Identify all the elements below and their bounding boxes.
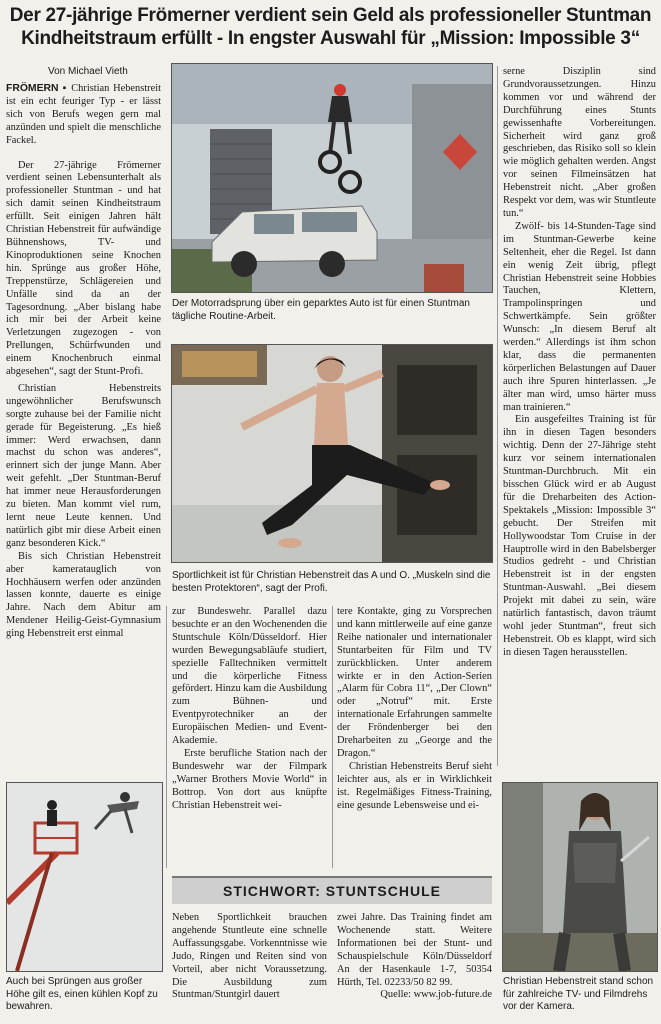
byline: Von Michael Vieth — [48, 66, 128, 77]
column-divider — [332, 606, 333, 868]
photo-costume-portrait — [502, 782, 658, 972]
stichwort-title: STICHWORT: STUNTSCHULE — [223, 883, 441, 899]
dateline: FRÖMERN ▪ — [6, 83, 68, 94]
article-column-1 — [6, 83, 161, 775]
paragraph: Christian Hebenstreits Beruf sieht leichter aus, als er in Wirklichkeit ist. Regelmäßiges Fitness-Training, eine gesunde Lebensweise und ei- — [337, 760, 492, 811]
column-divider — [497, 66, 498, 766]
caption-photo-4: Christian Hebenstreit stand schon für zahlreiche TV- und Filmdrehs vor der Kamera. — [503, 976, 654, 1012]
headline-line-1: Der 27-jährige Frömerner verdient sein Geld als professioneller Stuntman — [9, 5, 652, 26]
article-column-4 — [503, 66, 656, 770]
paragraph: tere Kontakte, ging zu Vorsprechen und kann mittlerweile auf eine ganze Reihe nationaler und internationaler Stuntarbeiten für Film und TV zurückblicken. Unter anderem wirkte er in den Action-Serien „Alarm für Cobra 11“, „Der Clown“ oder „Notruf“ mit. Erste internationale Erfahrungen sammelte der Fröndenberger bei den Dreharbeiten zu „George and the Dragon.“ — [337, 606, 492, 759]
column-divider — [166, 606, 167, 868]
lead-paragraph: FRÖMERN ▪ Christian Hebenstreit ist ein echt feuriger Typ - er lässt sich von Berufs wegen gern mal anzünden und spielt die menschliche Fackel. — [6, 83, 161, 146]
photo-motorcycle-jump — [171, 63, 493, 293]
article-column-3 — [337, 606, 492, 868]
paragraph: Ein ausgefeiltes Training ist für ihn in diesen Tagen besonders wichtig. Denn der 27-Jährige steht kurz vor seinem internationalen Stuntman-Durchbruch. Mit ein bisschen Glück wird er ab August für die Dreharbeiten des Action-Spektakels „Mission: Impossible 3“ gebucht. Der Streifen mit Hollywoodstar Tom Cruise in der Hauptrolle wird in den Babelsberger Studios gedreht - und Christian Hebenstreit ist in der engsten Stuntman-Auswahl. „Bei diesem Projekt mit dabei zu sein, wäre natürlich fantastisch, davon träumt wohl jeder Stuntman“, freut sich Hebenstreit. Ob es klappt, wird sich in diesen Tagen herausstellen. — [503, 414, 656, 658]
paragraph: Zwölf- bis 14-Stunden-Tage sind im Stuntman-Gewerbe keine Seltenheit, eher die Regel. Ist dann ein wenig Zeit übrig, pflegt Christian Hebenstreit seine Hobbies Tauchen, Klettern, Trampolinspringen und Schwertkämpfe. Sein größter Wunsch: „In diesem Beruf alt werden.“ Allerdings ist ihm schon klar, dass die permanenten körperlichen Belastungen auf Dauer auch ihre Spuren hinterlassen. „Je älter man wird, umso härter muss man trainieren.“ — [503, 220, 656, 413]
photo-martial-arts-kick — [171, 344, 493, 563]
caption-photo-1: Der Motorradsprung über ein geparktes Auto ist für einen Stuntman tägliche Routine-Arbeit. — [172, 298, 470, 322]
paragraph: Christian Hebenstreits ungewöhnlicher Berufswunsch sorgte zuhause bei der Familie nicht gerade für Begeisterung. „Es hieß immer: Werd erwachsen, dann machst du schon was anderes“, erinnert sich der junge Mann. Aber weit gefehlt. „Der Stuntman-Beruf hat immer neue Herausforderungen zu bieten. Man kommt viel rum, lernt neue Leute kennen. Und natürlich gibt mir diese Arbeit einen ganz besonderen Kick.“ — [6, 382, 161, 549]
caption-photo-3: Auch bei Sprüngen aus großer Höhe gilt es, einen kühlen Kopf zu bewahren. — [6, 976, 158, 1012]
caption-photo-2: Sportlichkeit ist für Christian Hebenstreit das A und O. „Muskeln sind die besten Protektoren“, sagt der Profi. — [172, 570, 491, 594]
paragraph: zwei Jahre. Das Training findet am Wochenende statt. Weitere Informationen bei der Stunt- und Schauspielschule Köln/Düsseldorf An der Hasenkaule 1-7, 50354 Hürth, Tel. 02233/50 82 99. — [337, 912, 492, 988]
paragraph: zur Bundeswehr. Parallel dazu besuchte er an den Wochenenden die Stuntschule Köln/Düsseldorf. Hier wurden Bewegungsabläufe studiert, spezielle Falltechniken vermittelt und die körperliche Fitness gefördert. Hinzu kam die Ausbildung zum Bühnen- und Eventpyrotechniker an der Europäischen Medien- und Event-Akademie. — [172, 606, 327, 747]
paragraph: Der 27-jährige Frömerner verdient seinen Lebensunterhalt als professioneller Stuntman - und hat sich damit seinen Kindheitstraum erfüllt. Seit einigen Jahren hält Christian Hebenstreit für aufwändige Bühnenshows, TV- und Kinoproduktionen seine Knochen hin. Sprünge aus großer Höhe, Treppenstürze, Schlägereien und Unfälle sind da an der Tagesordnung. „Aber bislang habe ich mir bei der Arbeit keine Verletzungen zugezogen - von Prellungen, Schürfwunden und einem Knochenbruch einmal abgesehen“, sagt der Stunt-Profi. — [6, 159, 161, 378]
stichwort-header — [172, 876, 492, 904]
paragraph: serne Disziplin sind Grundvoraussetzungen. Hinzu kommen vor und während der Durchführung eines Stunts gewissenhafte Vorbereitungen. Sicherheit wird ganz groß geschrieben, das Risiko soll so klein wie möglich gehalten werden. Angst vor seinen Filmeinsätzen hat Hebenstreit nicht. „Aber großen Respekt vor dem, was wir Stuntleute tun.“ — [503, 66, 656, 219]
paragraph: Erste berufliche Station nach der Bundeswehr war der Filmpark „Warner Brothers Movie World“ in Bottrop. Von dort aus knüpfte Christian Hebenstreit wei- — [172, 747, 327, 811]
paragraph: Neben Sportlichkeit brauchen angehende Stuntleute eine schnelle Auffassungsgabe. Vorkenntnisse wie Judo, Ringen und Reiten sind von Vorteil, aber nicht Voraussetzung. Die Ausbildung zum Stuntman/Stuntgirl dauert — [172, 912, 327, 1001]
stichwort-column-a — [172, 912, 327, 1020]
paragraph: Bis sich Christian Hebenstreit aber kameratauglich von Hochhäusern werfen oder anzünden lassen konnte, dauerte es einige Jahre. Nach dem Abitur am Mendener Heilig-Geist-Gymnasium ging Hebenstreit erst einmal — [6, 550, 161, 640]
article-column-2 — [172, 606, 327, 868]
stichwort-column-b — [337, 912, 492, 1020]
headline — [0, 4, 661, 50]
headline-line-2: Kindheitstraum erfüllt - In engster Auswahl für „Mission: Impossible 3“ — [21, 28, 640, 49]
photo-crane-jump — [6, 782, 163, 972]
stichwort-source: Quelle: www.job-future.de — [380, 989, 492, 1001]
